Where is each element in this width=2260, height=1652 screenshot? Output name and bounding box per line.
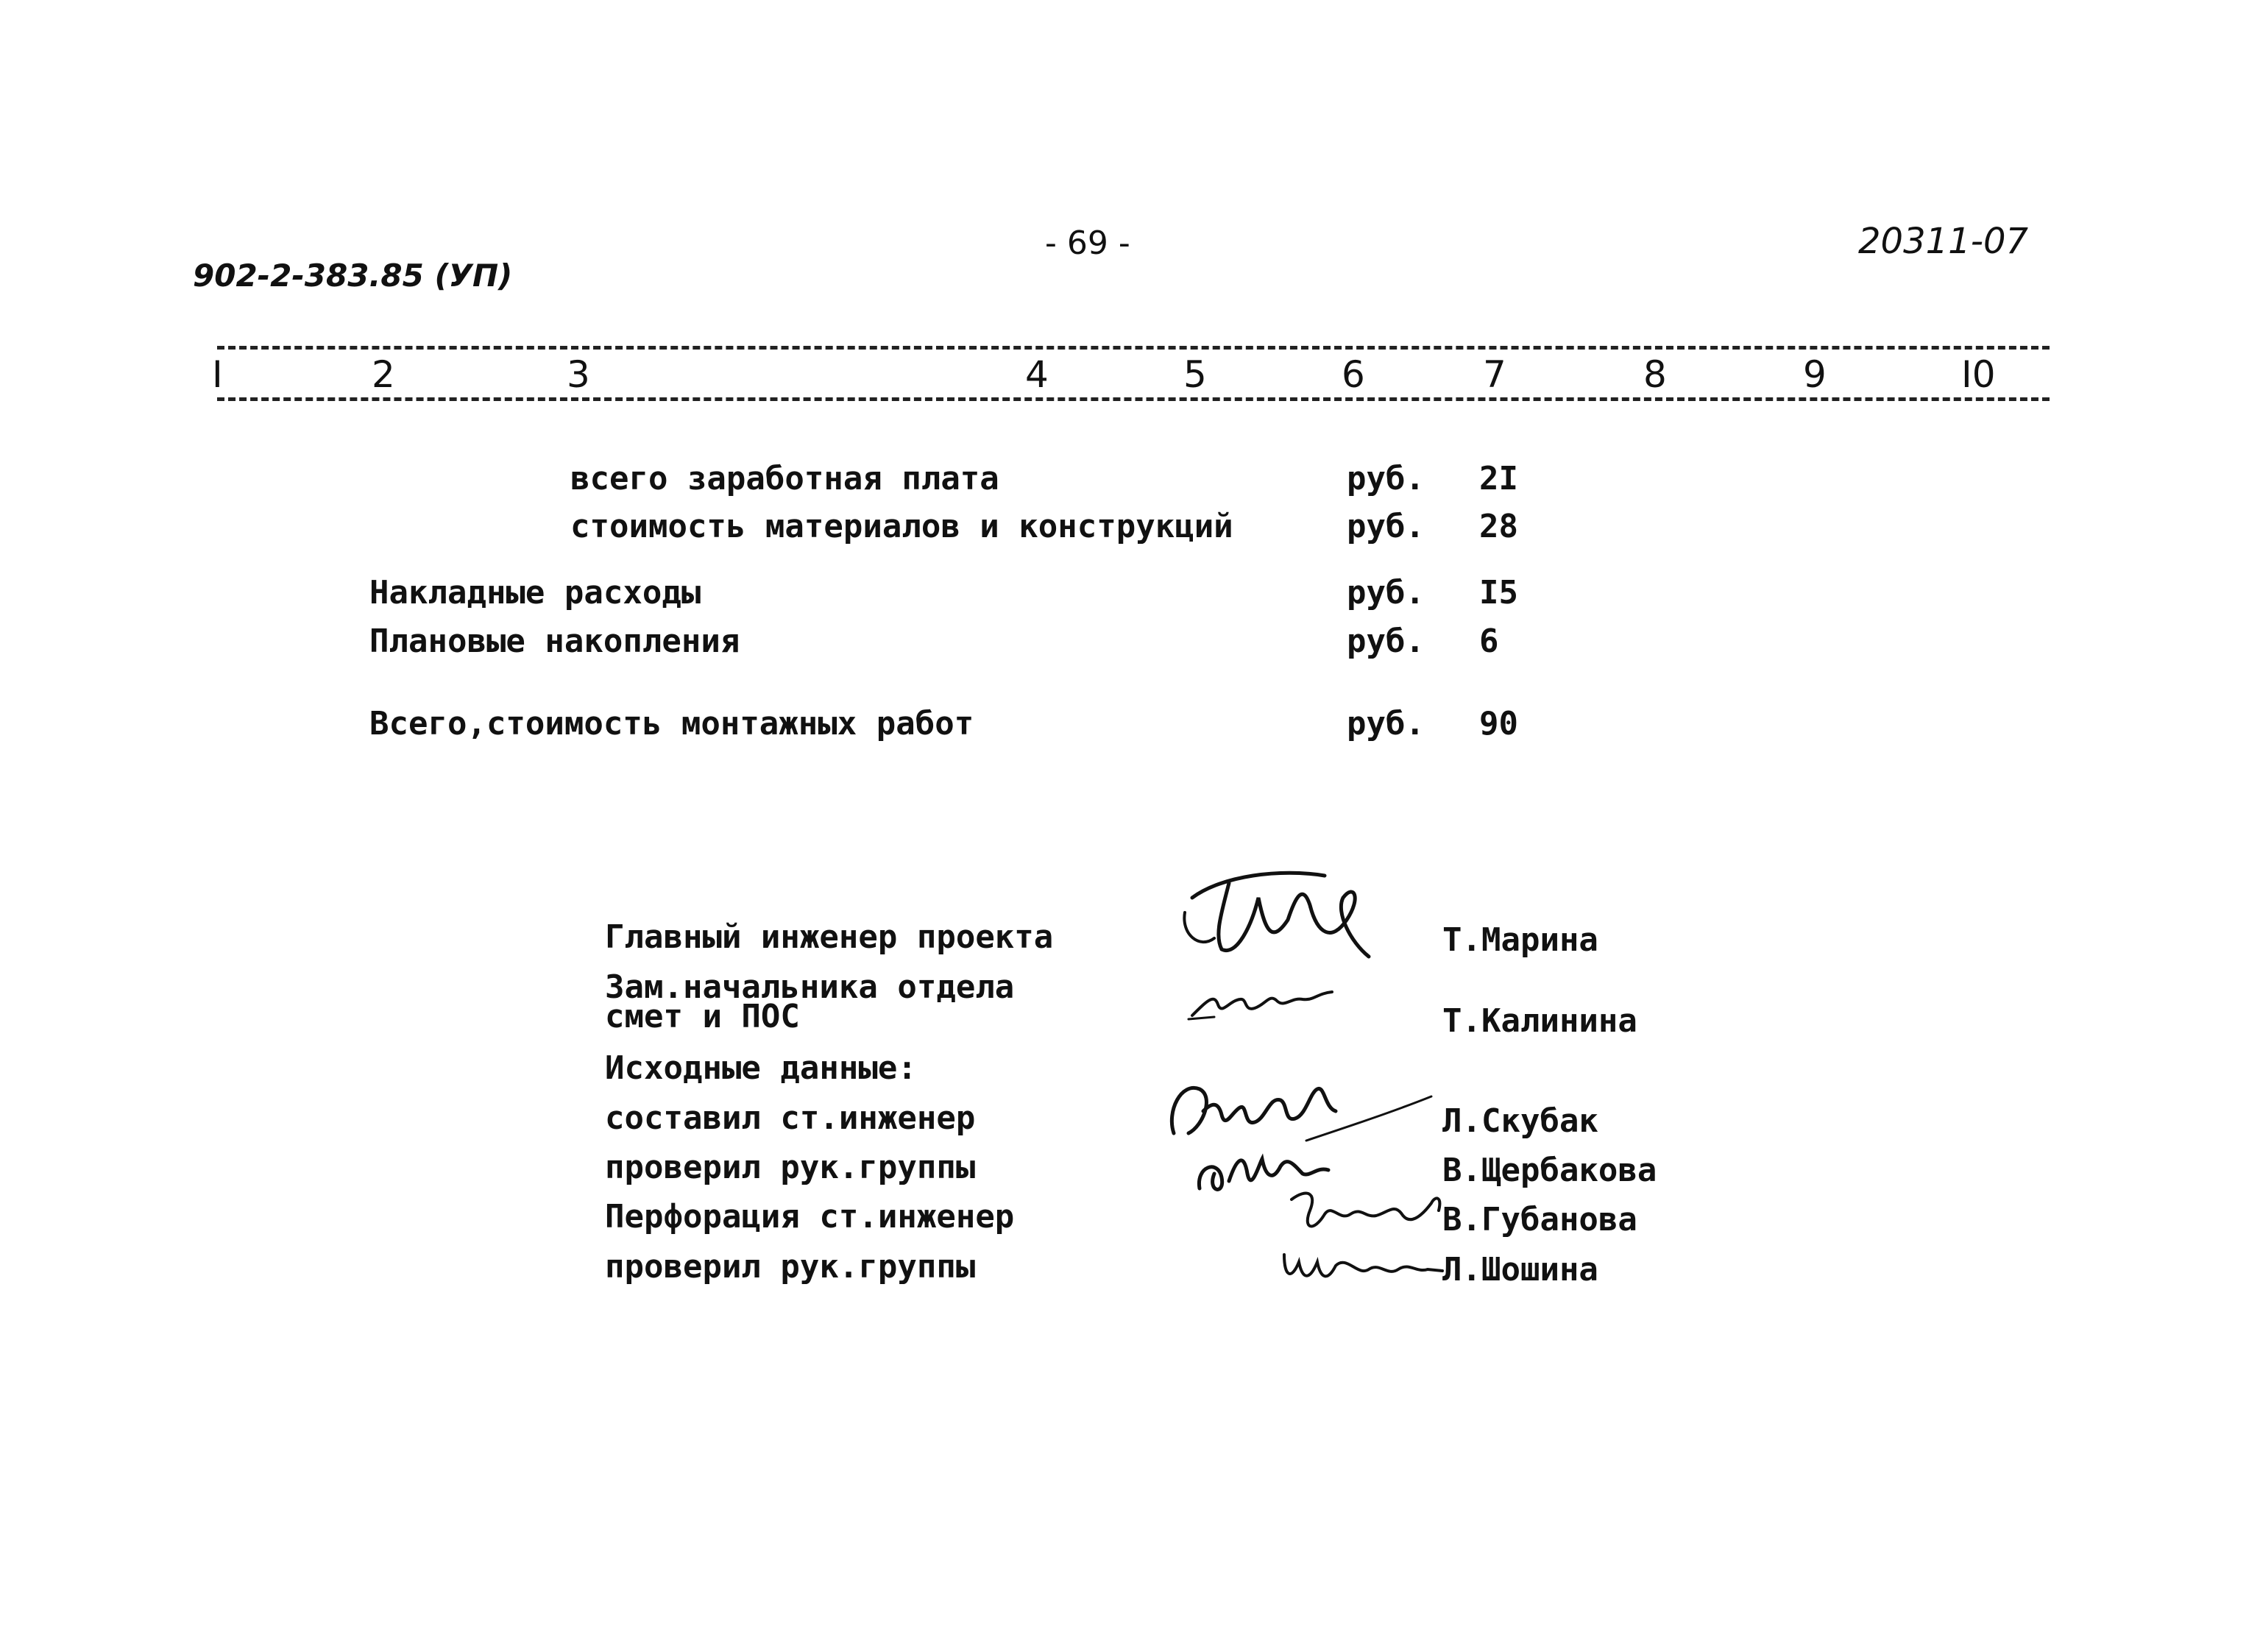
signatory-name: Л.Скубак: [1442, 1102, 1598, 1140]
document-code: 902-2-383.85 (УП): [193, 258, 513, 294]
signatory-name: Т.Калинина: [1442, 1002, 1637, 1040]
cost-value: 90: [1479, 705, 1518, 742]
cost-label: Накладные расходы: [369, 574, 701, 611]
column-number: 9: [1803, 353, 1827, 396]
signatory-name: В.Щербакова: [1442, 1152, 1657, 1189]
signatory-name: Л.Шошина: [1442, 1251, 1598, 1288]
column-number: I: [212, 353, 223, 396]
cost-unit: руб.: [1347, 623, 1425, 660]
column-number: 8: [1643, 353, 1667, 396]
signature-skubak: [1159, 1067, 1439, 1148]
column-number: 7: [1483, 353, 1506, 396]
cost-unit: руб.: [1347, 460, 1425, 497]
section-label: Исходные данные:: [605, 1049, 917, 1087]
signatory-role: Главный инженер проекта: [605, 918, 1054, 956]
signatory-role: составил ст.инженер: [605, 1099, 976, 1137]
cost-label: Всего,стоимость монтажных работ: [369, 705, 974, 742]
signature-marina: [1177, 854, 1391, 979]
cost-unit: руб.: [1347, 705, 1425, 742]
signatory-role: Зам.начальника отдела смет и ПОС: [605, 968, 1015, 1035]
cost-value: I5: [1479, 574, 1518, 611]
column-number: 6: [1342, 353, 1365, 396]
cost-label: всего заработная плата: [570, 460, 999, 497]
signature-gubanova: [1284, 1177, 1446, 1244]
column-number: 3: [567, 353, 590, 396]
column-number: 4: [1025, 353, 1049, 396]
cost-unit: руб.: [1347, 574, 1425, 611]
cost-label: стоимость материалов и конструкций: [570, 508, 1233, 545]
signatory-role: Перфорация ст.инженер: [605, 1198, 1015, 1236]
registration-number: 20311-07: [1858, 221, 2029, 262]
cost-value: 6: [1479, 623, 1499, 660]
cost-value: 2I: [1479, 460, 1518, 497]
column-number: 5: [1183, 353, 1207, 396]
cost-label: Плановые накопления: [369, 623, 740, 660]
signature-shoshina: [1277, 1240, 1446, 1291]
signatory-role: проверил рук.группы: [605, 1248, 976, 1286]
signatory-name: Т.Марина: [1442, 921, 1598, 959]
column-number: I0: [1961, 353, 1996, 396]
table-header-bottom-rule: [217, 397, 2050, 401]
signature-kalinina: [1185, 971, 1347, 1030]
table-header-top-rule: [217, 346, 2050, 350]
page-number: - 69 -: [1045, 224, 1130, 262]
cost-unit: руб.: [1347, 508, 1425, 545]
signatory-name: В.Губанова: [1442, 1201, 1637, 1238]
column-number: 2: [372, 353, 395, 396]
signatory-role: проверил рук.группы: [605, 1149, 976, 1186]
cost-value: 28: [1479, 508, 1518, 545]
